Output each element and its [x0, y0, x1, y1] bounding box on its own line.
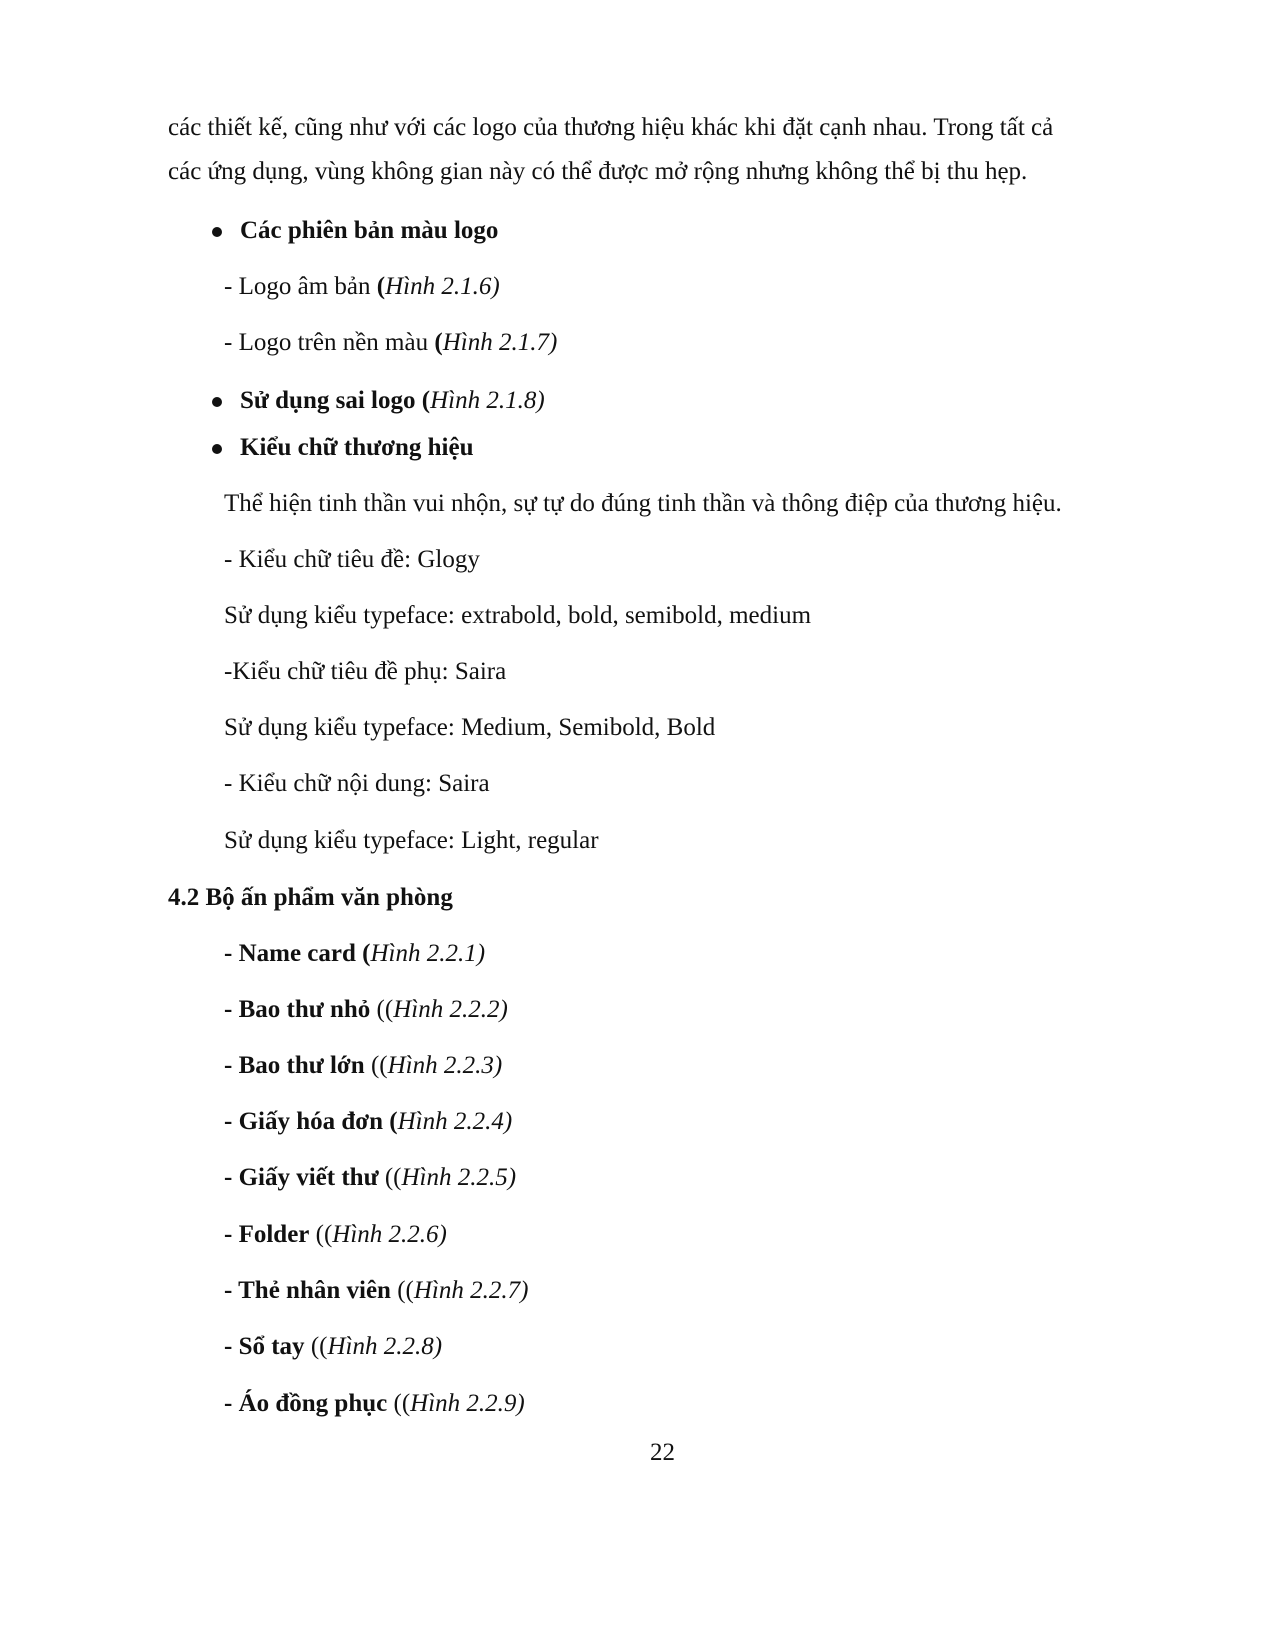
figure-ref: Hình 2.2.6) — [332, 1221, 447, 1248]
misuse-title — [240, 386, 545, 416]
figure-ref: Hình 2.2.5) — [401, 1164, 517, 1191]
list-item — [224, 1051, 502, 1081]
figure-ref: Hình 2.2.1) — [370, 940, 486, 967]
list-item — [224, 1332, 442, 1362]
paren: (( — [378, 1164, 402, 1191]
typeface-title: Kiểu chữ thương hiệu — [240, 434, 474, 461]
figure-ref: Hình 2.2.4) — [397, 1108, 513, 1135]
item-text: - Logo âm bản — [224, 273, 377, 300]
figure-ref: Hình 2.2.8) — [327, 1333, 443, 1360]
paren: ( — [376, 273, 386, 300]
item-label: - Giấy hóa đơn ( — [224, 1108, 398, 1135]
logo-color-item — [224, 328, 557, 358]
item-label: - Áo đồng phục — [224, 1390, 388, 1417]
typeface-line: - Kiểu chữ nội dung: Saira — [224, 770, 490, 797]
intro-line-2: các ứng dụng, vùng không gian này có thể được mở rộng nhưng không thể bị thu hẹp. — [168, 158, 1028, 185]
logo-color-item — [224, 272, 500, 302]
bullet-icon — [212, 397, 222, 407]
item-label: - Thẻ nhân viên — [224, 1277, 391, 1304]
list-item — [224, 1389, 525, 1419]
list-item — [224, 1163, 516, 1193]
bullet-icon — [212, 227, 222, 237]
misuse-label: Sử dụng sai logo ( — [240, 387, 431, 414]
typeface-line: Thể hiện tinh thần vui nhộn, sự tự do đúng tinh thần và thông điệp của thương hiệu. — [224, 490, 1062, 517]
paren: (( — [309, 1221, 333, 1248]
page-number: 22 — [650, 1439, 675, 1466]
typeface-line: Sử dụng kiểu typeface: Light, regular — [224, 827, 599, 854]
item-label: - Giấy viết thư — [224, 1164, 379, 1191]
paren: ( — [434, 329, 443, 356]
logo-colors-title: Các phiên bản màu logo — [240, 217, 499, 244]
item-label: - Bao thư lớn — [224, 1052, 365, 1079]
list-item — [224, 995, 508, 1025]
paren: (( — [370, 996, 394, 1023]
item-label: - Bao thư nhỏ — [224, 996, 371, 1023]
figure-ref: Hình 2.2.9) — [410, 1390, 525, 1417]
figure-ref: Hình 2.2.3) — [387, 1052, 503, 1079]
figure-ref: Hình 2.1.7) — [442, 329, 558, 356]
list-item — [224, 1276, 528, 1306]
paren: (( — [304, 1333, 328, 1360]
intro-line-1: các thiết kế, cũng như với các logo của thương hiệu khác khi đặt cạnh nhau. Trong tất cả — [168, 114, 1054, 141]
typeface-line: Sử dụng kiểu typeface: extrabold, bold, semibold, medium — [224, 602, 812, 629]
figure-ref: Hình 2.2.7) — [413, 1277, 529, 1304]
list-item — [224, 939, 485, 969]
figure-ref: Hình 2.2.2) — [393, 996, 508, 1023]
list-item — [224, 1220, 447, 1250]
paren: (( — [364, 1052, 388, 1079]
list-item — [224, 1107, 512, 1137]
section-heading: 4.2 Bộ ấn phẩm văn phòng — [168, 884, 453, 911]
typeface-line: - Kiểu chữ tiêu đề: Glogy — [224, 546, 480, 573]
item-text: - Logo trên nền màu — [224, 329, 435, 356]
typeface-line: Sử dụng kiểu typeface: Medium, Semibold, Bold — [224, 714, 716, 741]
bullet-icon — [212, 444, 222, 454]
typeface-line: -Kiểu chữ tiêu đề phụ: Saira — [224, 658, 507, 685]
item-label: - Folder — [224, 1221, 310, 1248]
paren: (( — [387, 1390, 411, 1417]
figure-ref: Hình 2.1.8) — [430, 387, 545, 414]
paren: (( — [390, 1277, 414, 1304]
item-label: - Name card ( — [224, 940, 371, 967]
item-label: - Sổ tay — [224, 1333, 305, 1360]
figure-ref: Hình 2.1.6) — [385, 273, 500, 300]
